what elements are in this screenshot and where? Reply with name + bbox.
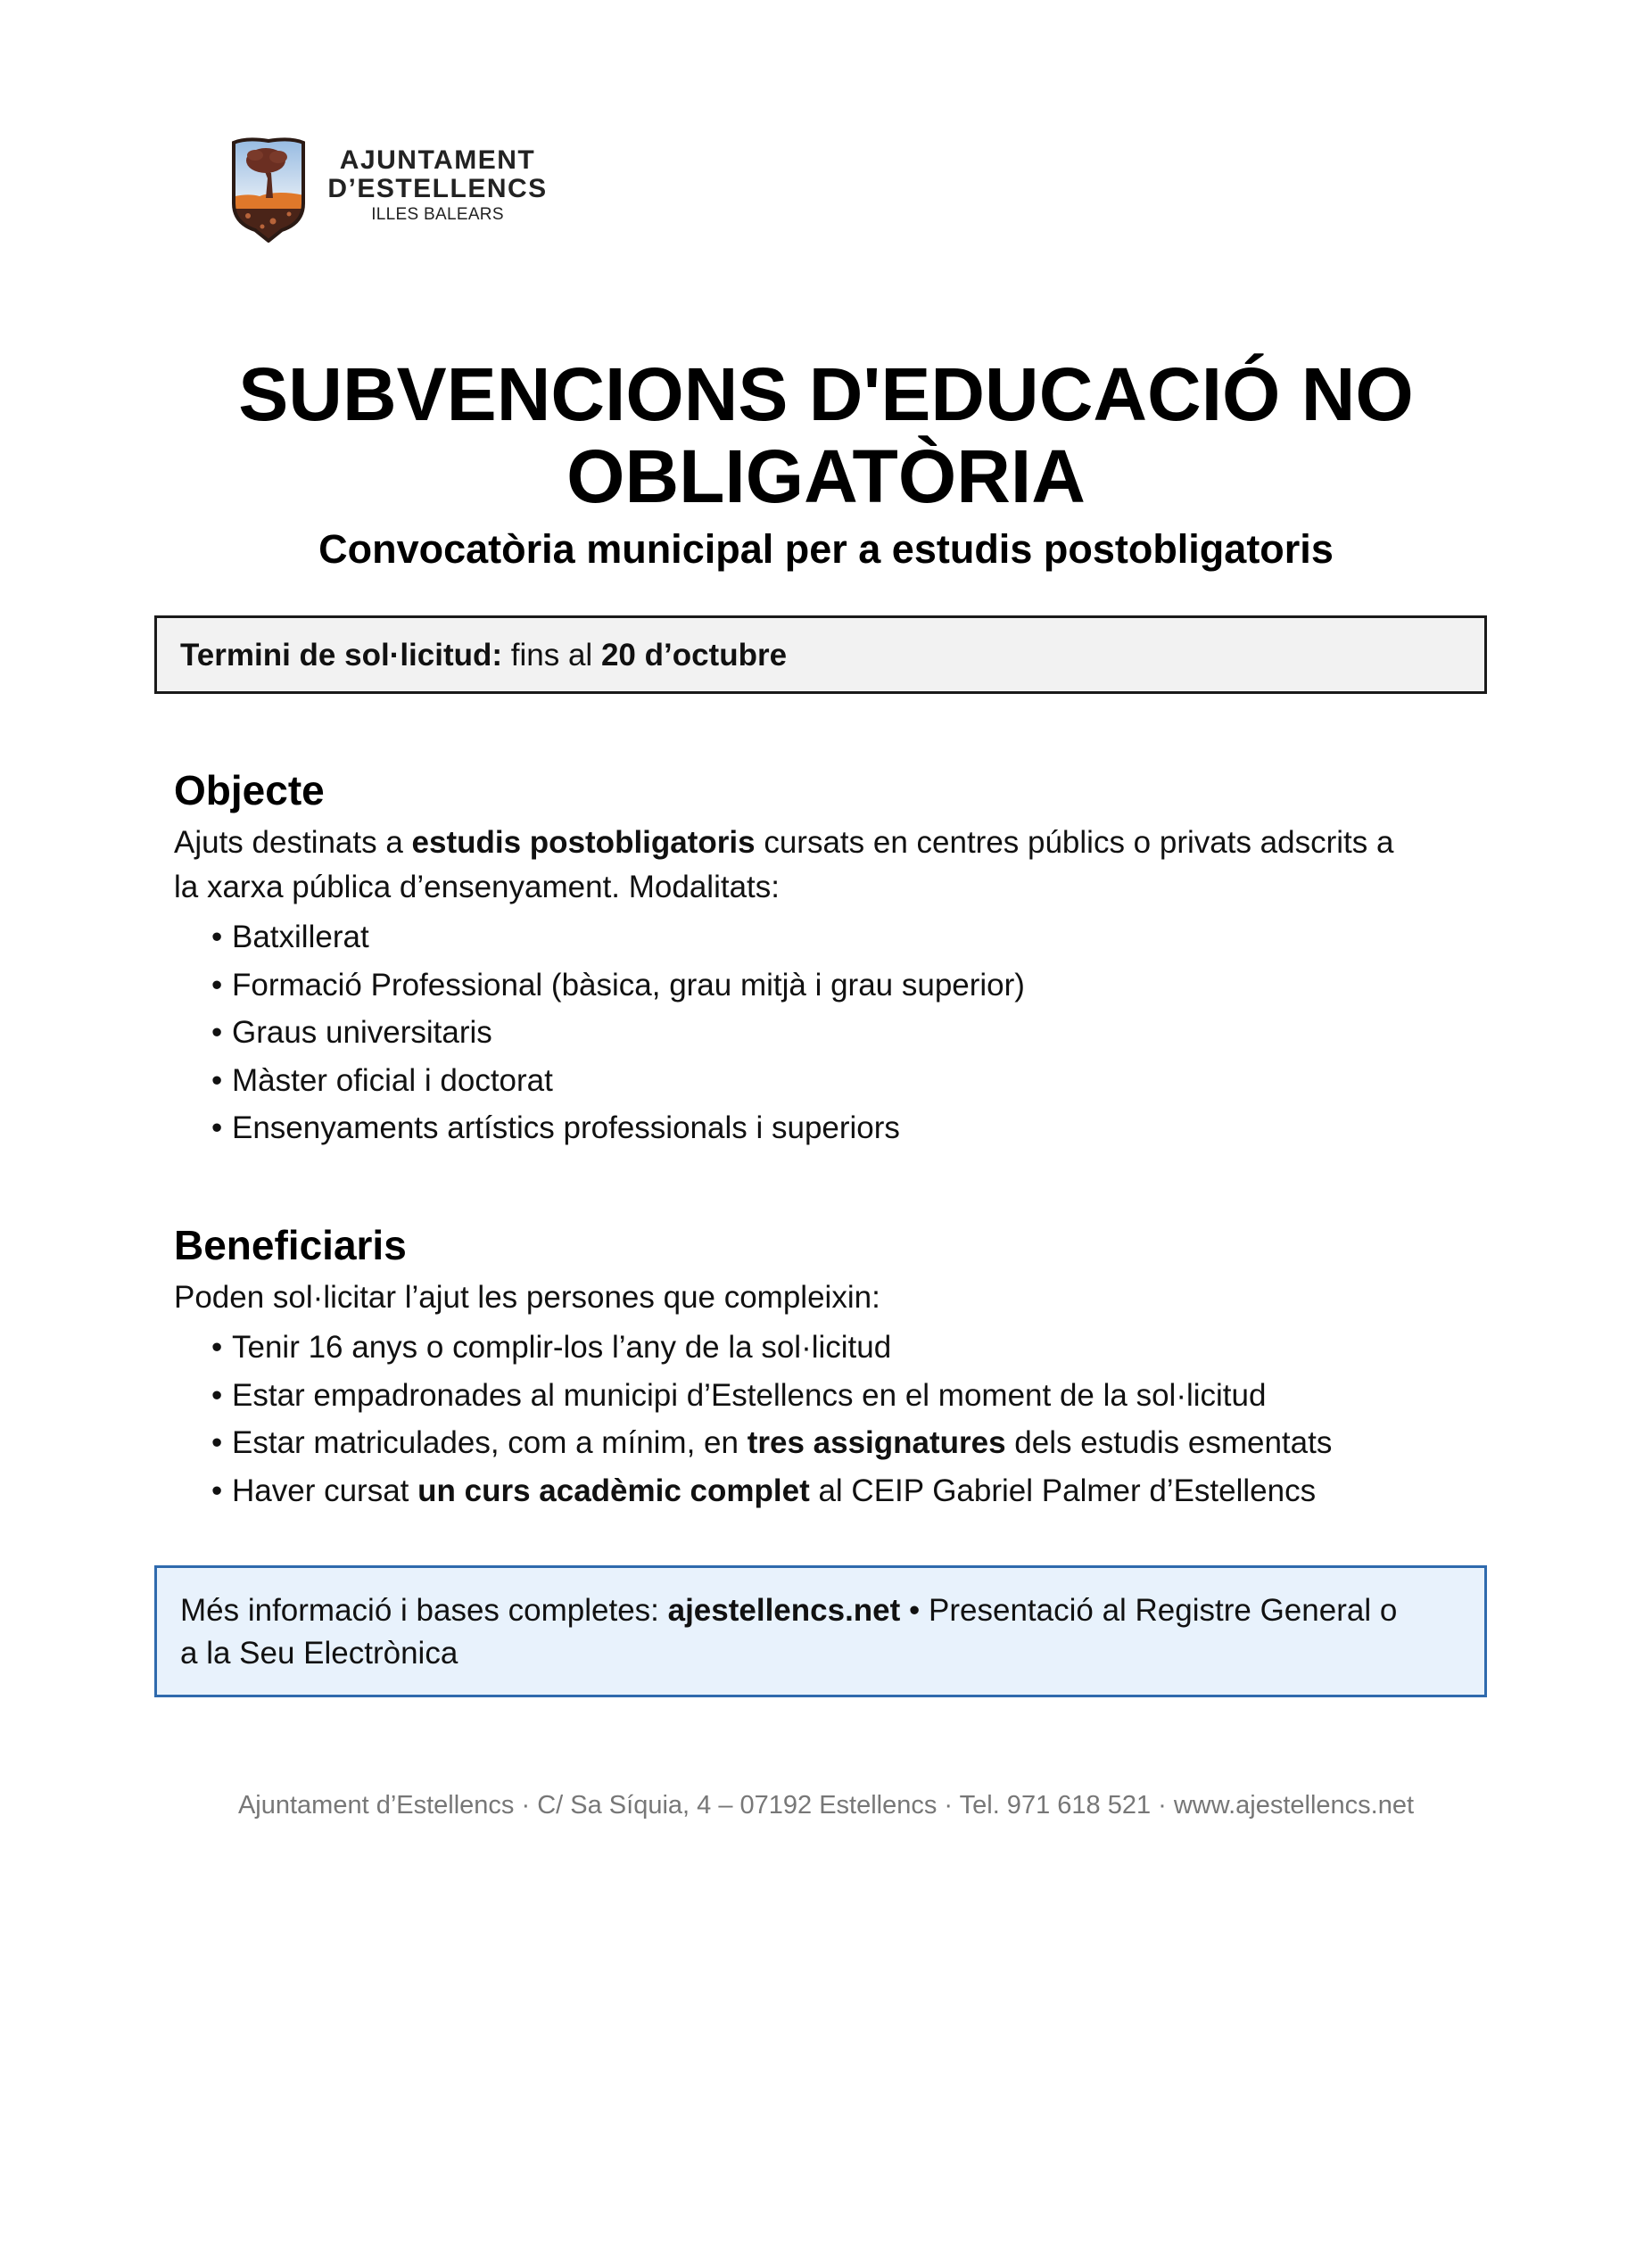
requirements-list	[174, 1324, 1494, 1514]
bullet-icon: •	[211, 1062, 223, 1098]
section-beneficiaris	[174, 1220, 1494, 1514]
bullet-icon: •	[211, 1330, 223, 1365]
bullet-icon: •	[211, 1377, 223, 1413]
bullet-icon: •	[211, 1015, 223, 1050]
info-after: • Presentació al Registre General o	[900, 1593, 1398, 1628]
objecte-intro-before: Ajuts destinats a	[174, 825, 412, 860]
objecte-intro-after: cursats en centres públics o privats adscrits a	[755, 825, 1394, 860]
beneficiaris-intro: Poden sol·licitar l’ajut les persones que compleixin:	[174, 1280, 880, 1315]
title-line-1: SUBVENCIONS D'EDUCACIÓ NO	[238, 352, 1414, 436]
list-item-text: Haver cursat	[232, 1473, 418, 1508]
section-objecte	[174, 765, 1494, 1152]
objecte-intro	[174, 821, 1494, 910]
deadline-date: 20 d’octubre	[600, 638, 788, 673]
info-before: Més informació i bases completes:	[180, 1593, 668, 1628]
section-heading-objecte: Objecte	[174, 767, 325, 813]
deadline-connector: fins al	[502, 638, 601, 673]
deadline-box	[154, 615, 1487, 694]
list-item	[211, 1104, 1494, 1152]
logo-line-illes-balears: ILLES BALEARS	[371, 205, 504, 224]
objecte-intro-line2: la xarxa pública d’ensenyament. Modalitats:	[174, 870, 780, 904]
list-item-text: Ensenyaments artístics professionals i superiors	[232, 1110, 900, 1145]
coat-of-arms-icon	[228, 134, 309, 243]
footer-contact: Ajuntament d’Estellencs · C/ Sa Síquia, 4 – 07192 Estellencs · Tel. 971 618 521 · www.ajestellencs.net	[237, 1791, 1415, 1820]
logo-line-ajuntament: AJUNTAMENT	[339, 145, 536, 175]
bullet-icon: •	[211, 920, 223, 954]
list-item	[211, 1372, 1494, 1420]
deadline-label: Termini de sol·licitud:	[180, 638, 503, 673]
list-item-text: Estar empadronades al municipi d’Estellencs en el moment de la sol·licitud	[232, 1377, 1267, 1413]
title-line-2: OBLIGATÒRIA	[566, 434, 1086, 518]
list-item-text: Graus universitaris	[232, 1015, 492, 1050]
info-website-link[interactable]: ajestellencs.net	[667, 1593, 901, 1628]
info-text	[180, 1589, 1465, 1675]
list-item-text: Batxillerat	[232, 920, 369, 954]
list-item-bold: tres assignatures	[747, 1425, 1006, 1460]
info-box	[154, 1565, 1487, 1697]
bullet-icon: •	[211, 1473, 223, 1508]
list-item	[211, 1419, 1494, 1467]
list-item-text: Formació Professional (bàsica, grau mitjà i grau superior)	[232, 967, 1025, 1003]
info-line2: a la Seu Electrònica	[180, 1636, 458, 1671]
list-item	[211, 1467, 1494, 1515]
bullet-icon: •	[211, 1425, 223, 1460]
list-item-bold: un curs acadèmic complet	[417, 1473, 810, 1508]
list-item	[211, 913, 1494, 961]
list-item-text-after: dels estudis esmentats	[1005, 1425, 1333, 1460]
list-item-text: Tenir 16 anys o complir-los l’any de la sol·licitud	[232, 1330, 892, 1365]
list-item	[211, 961, 1494, 1010]
deadline-text	[180, 636, 787, 675]
list-item-text: Màster oficial i doctorat	[232, 1062, 553, 1098]
list-item-text: Estar matriculades, com a mínim, en	[232, 1425, 748, 1460]
modalitats-list	[174, 913, 1494, 1152]
objecte-intro-bold: estudis postobligatoris	[411, 825, 756, 860]
logo-text	[319, 146, 556, 227]
list-item	[211, 1009, 1494, 1057]
municipal-logo	[228, 134, 567, 245]
list-item	[211, 1324, 1494, 1372]
list-item	[211, 1057, 1494, 1105]
bullet-icon: •	[211, 967, 223, 1003]
section-heading-beneficiaris: Beneficiaris	[174, 1222, 407, 1268]
list-item-text-after: al CEIP Gabriel Palmer d’Estellencs	[809, 1473, 1317, 1508]
page-title	[0, 353, 1652, 517]
page-subtitle: Convocatòria municipal per a estudis postobligatoris	[318, 526, 1334, 572]
bullet-icon: •	[211, 1110, 223, 1145]
logo-line-estellencs: D’ESTELLENCS	[327, 174, 548, 203]
